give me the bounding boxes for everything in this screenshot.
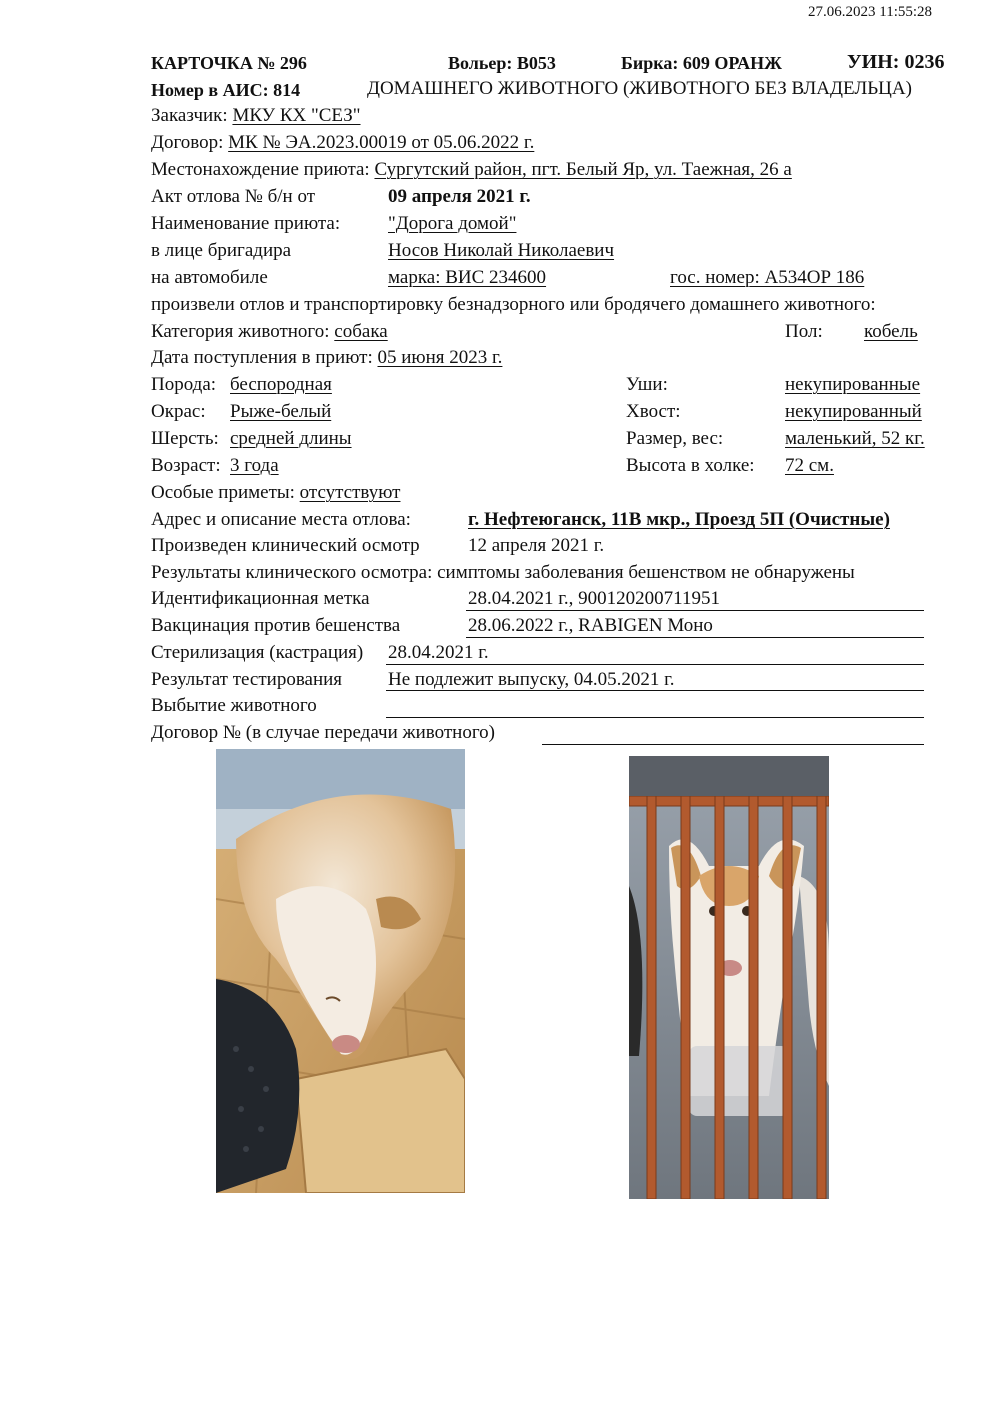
location-label: Местонахождение приюта: [151,159,370,180]
color-label: Окрас: [151,401,206,422]
shelter-name: "Дорога домой" [388,213,517,234]
age-value: 3 года [230,455,279,476]
marks-label: Особые приметы: [151,482,295,503]
steril-label: Стерилизация (кастрация) [151,642,364,663]
foreman-name: Носов Николай Николаевич [388,240,615,261]
arrival-row [151,346,502,370]
address-label: Адрес и описание места отлова: [151,509,411,530]
ears-value: некупированные [785,374,921,395]
marks-value: отсутствуют [299,482,401,503]
exam-result-row [151,561,855,585]
category-row [151,320,388,344]
test-label: Результат тестирования [151,669,343,690]
customer-row [151,104,361,128]
test-underline [386,690,924,691]
id-value: 28.04.2021 г., 900120200711951 [468,588,720,609]
breed-label: Порода: [151,374,217,395]
sex-label: Пол: [785,321,823,342]
arrival-value: 05 июня 2023 г. [377,347,503,368]
age-label: Возраст: [151,455,221,476]
vacc-underline [466,637,924,638]
breed-value: беспородная [230,374,332,395]
sex-value: кобель [864,321,918,342]
category-value: собака [334,321,388,342]
test-value: Не подлежит выпуску, 04.05.2021 г. [388,669,675,690]
fur-label: Шерсть: [151,428,219,449]
contract-row [151,131,534,155]
size-label: Размер, вес: [626,428,724,449]
location-row [151,158,792,182]
tail-value: некупированный [785,401,922,422]
color-value: Рыже-белый [230,401,332,422]
height-value: 72 см. [785,455,834,476]
id-underline [466,610,924,611]
exam-label: Произведен клинический осмотр [151,535,420,556]
contract-value: МК № ЭА.2023.00019 от 05.06.2022 г. [228,132,535,153]
steril-value: 28.04.2021 г. [388,642,489,663]
exam-result-label: Результаты клинического осмотра: [151,562,433,583]
exit-label: Выбытие животного [151,695,317,716]
card-title: ДОМАШНЕГО ЖИВОТНОГО (ЖИВОТНОГО БЕЗ ВЛАДЕЛЬЦА) [367,78,912,99]
arrival-label: Дата поступления в приют: [151,347,373,368]
act-date: 09 апреля 2021 г. [388,186,531,207]
dog-photo-right-image [629,756,829,1199]
dog-photo-right [629,756,829,1199]
vacc-value: 28.06.2022 г., RABIGEN Моно [468,615,713,636]
vacc-label: Вакцинация против бешенства [151,615,401,636]
shelter-label: Наименование приюта: [151,213,341,234]
car-label: на автомобиле [151,267,268,288]
dog-photo-left-image [216,749,465,1193]
ais-number: Номер в АИС: 814 [151,80,301,100]
category-label: Категория животного: [151,321,330,342]
id-label: Идентификационная метка [151,588,370,609]
exam-date: 12 апреля 2021 г. [468,535,605,556]
customer-label: Заказчик: [151,105,228,126]
address-value: г. Нефтеюганск, 11В мкр., Проезд 5П (Очистные) [468,509,890,530]
car-brand: марка: ВИС 234600 [388,267,547,288]
transfer-underline [542,744,924,745]
car-plate: гос. номер: А534ОР 186 [670,267,865,288]
location-value: Сургутский район, пгт. Белый Яр, ул. Таежная, 26 а [374,159,792,180]
act-label: Акт отлова № б/н от [151,186,316,207]
ears-label: Уши: [626,374,668,395]
customer-value: МКУ КХ "СЕЗ" [232,105,361,126]
dog-photo-left [216,749,465,1193]
steril-underline [386,664,924,665]
height-label: Высота в холке: [626,455,755,476]
fur-value: средней длины [230,428,352,449]
tail-label: Хвост: [626,401,681,422]
marks-row [151,481,400,505]
transport-text: произвели отлов и транспортировку безнадзорного или бродячего домашнего животного: [151,294,876,315]
tag-number: Бирка: 609 ОРАНЖ [621,53,782,73]
contract-label: Договор: [151,132,224,153]
enclosure-number: Вольер: В053 [448,53,556,73]
transfer-label: Договор № (в случае передачи животного) [151,722,495,743]
uin-number: УИН: 0236 [847,51,945,73]
card-number: КАРТОЧКА № 296 [151,53,307,73]
print-timestamp: 27.06.2023 11:55:28 [808,4,933,20]
exam-result-value: симптомы заболевания бешенством не обнаружены [437,562,855,583]
size-value: маленький, 52 кг. [785,428,925,449]
exit-underline [386,717,924,718]
foreman-label: в лице бригадира [151,240,292,261]
